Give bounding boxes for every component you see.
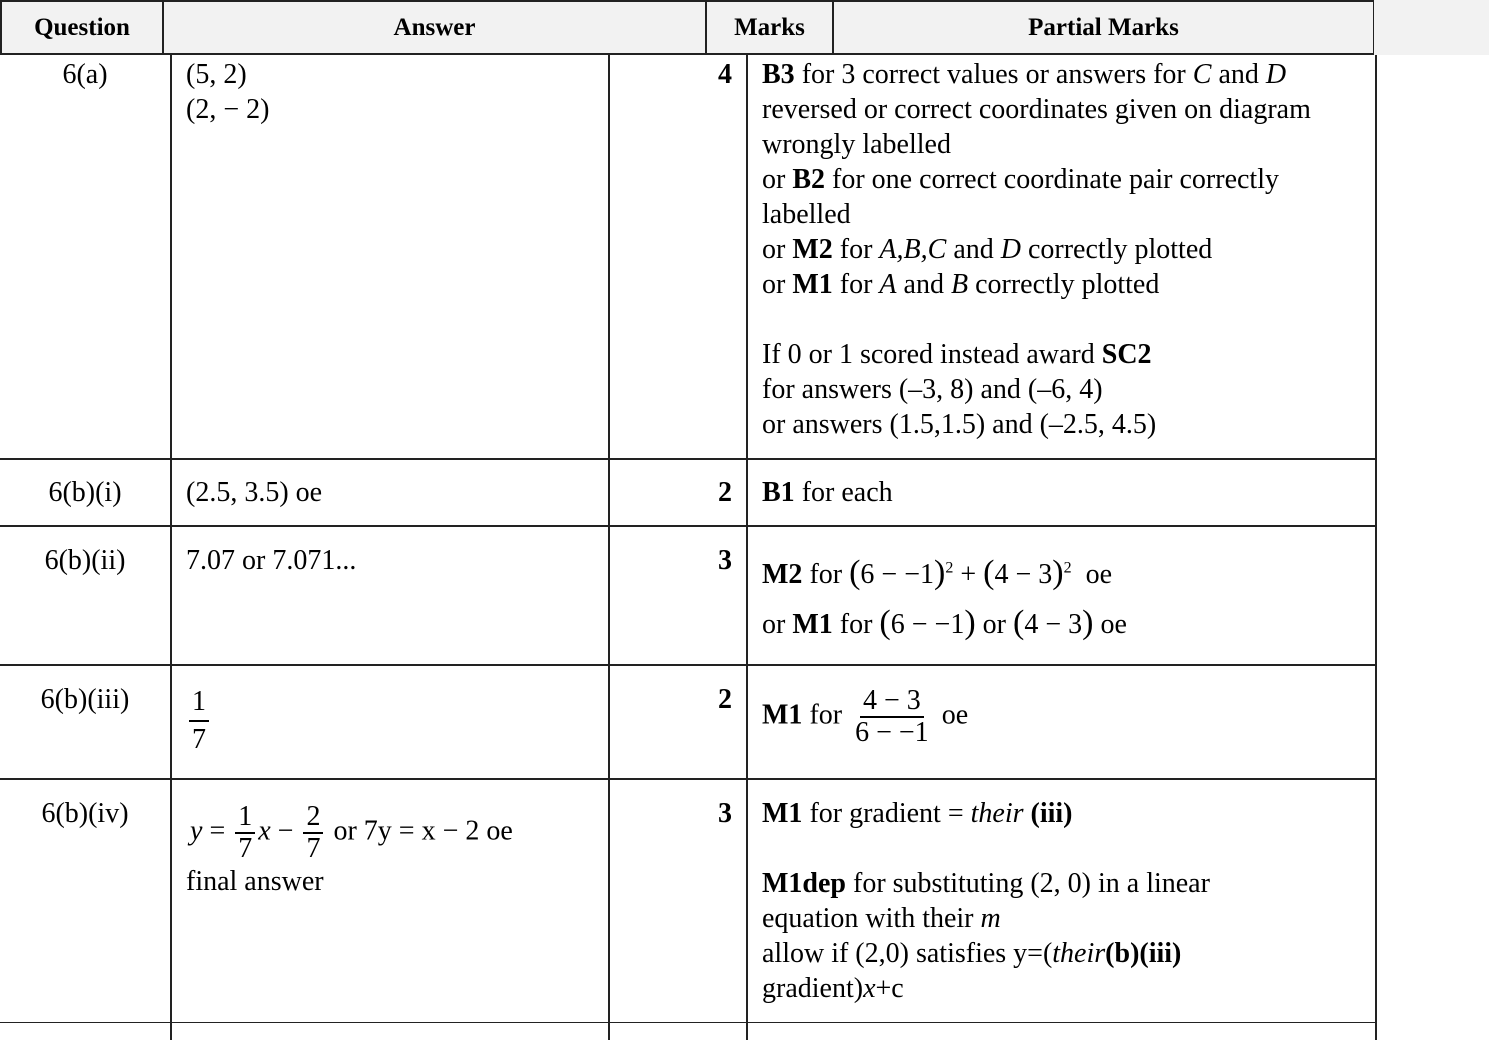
answer-fraction: $\frac{1}{7}$ xyxy=(189,684,209,758)
marks-value: 4 xyxy=(718,59,732,90)
row-divider xyxy=(0,664,1377,666)
answer-cell xyxy=(186,684,596,758)
marks-value: 2 xyxy=(718,684,732,715)
partial-marks-cell: M1 for $\frac{4 - 3}{6 - -1}$ oe xyxy=(762,685,969,748)
partial-line: or M1 for A and B correctly plotted xyxy=(762,269,1160,300)
answer-cell xyxy=(186,57,596,127)
partial-line: M1 for gradient = their (iii) xyxy=(762,798,1073,829)
marks-value: 2 xyxy=(718,477,732,508)
answer-line: (5, 2) xyxy=(186,59,247,90)
header-answer: Answer xyxy=(162,0,707,55)
question-number: 6(b)(ii) xyxy=(44,545,126,576)
spacer xyxy=(762,831,1372,866)
header-partial-marks: Partial Marks xyxy=(832,0,1375,55)
partial-marks-cell xyxy=(762,57,1372,442)
column-divider xyxy=(608,55,610,1040)
marks-value: 3 xyxy=(718,798,732,829)
spacer xyxy=(762,302,1372,337)
partial-line: or M1 for (6 − −1) or (4 − 3) oe xyxy=(762,604,1127,641)
partial-line: allow if (2,0) satisfies y=(their(b)(iii) xyxy=(762,938,1182,969)
answer-fraction: $\frac{2}{7}$ xyxy=(303,802,323,864)
answer-line: (2, − 2) xyxy=(186,94,270,125)
partial-line: reversed or correct coordinates given on diagram xyxy=(762,94,1311,125)
partial-marks-cell xyxy=(762,550,1372,650)
row-divider xyxy=(0,778,1377,780)
partial-line: gradient)x+c xyxy=(762,973,904,1004)
partial-fraction: $\frac{4 - 3}{6 - -1}$ xyxy=(855,685,929,748)
header-filler xyxy=(1374,0,1489,55)
answer-equation: y = $\frac{1}{7}$ x − $\frac{2}{7}$ or 7y = x − 2 oe xyxy=(190,801,513,864)
answer-cell: 7.07 or 7.071... xyxy=(186,545,357,576)
answer-line: final answer xyxy=(186,866,324,897)
partial-marks-cell: B1 for each xyxy=(762,477,893,508)
answer-cell xyxy=(186,801,600,899)
row-divider xyxy=(0,1022,1377,1023)
partial-line: wrongly labelled xyxy=(762,129,951,160)
partial-line: If 0 or 1 scored instead award SC2 xyxy=(762,339,1152,370)
answer-cell: (2.5, 3.5) oe xyxy=(186,477,323,508)
partial-line: M2 for $(6 - -1)^2 + (4 - 3)^2$ oe xyxy=(762,554,1113,591)
partial-line: B3 for 3 correct values or answers for C and D xyxy=(762,59,1287,90)
marks-value: 3 xyxy=(718,545,732,576)
column-divider xyxy=(746,55,748,1040)
partial-line: or answers (1.5,1.5) and (–2.5, 4.5) xyxy=(762,409,1157,440)
partial-line: equation with their m xyxy=(762,903,1001,934)
partial-marks-cell xyxy=(762,796,1372,1006)
partial-line: labelled xyxy=(762,199,851,230)
header-marks: Marks xyxy=(705,0,834,55)
question-number: 6(b)(iv) xyxy=(41,798,129,829)
question-number: 6(b)(i) xyxy=(48,477,122,508)
column-divider xyxy=(170,55,172,1040)
column-divider xyxy=(1375,55,1377,1040)
partial-line: M1dep for substituting (2, 0) in a linear xyxy=(762,868,1210,899)
question-number: 6(a) xyxy=(62,59,108,90)
row-divider xyxy=(0,458,1377,460)
header-question: Question xyxy=(0,0,164,55)
partial-line: or B2 for one correct coordinate pair correctly xyxy=(762,164,1279,195)
answer-fraction: $\frac{1}{7}$ xyxy=(235,802,255,864)
partial-line: for answers (–3, 8) and (–6, 4) xyxy=(762,374,1103,405)
row-divider xyxy=(0,525,1377,527)
partial-line: or M2 for A,B,C and D correctly plotted xyxy=(762,234,1213,265)
question-number: 6(b)(iii) xyxy=(40,684,130,715)
